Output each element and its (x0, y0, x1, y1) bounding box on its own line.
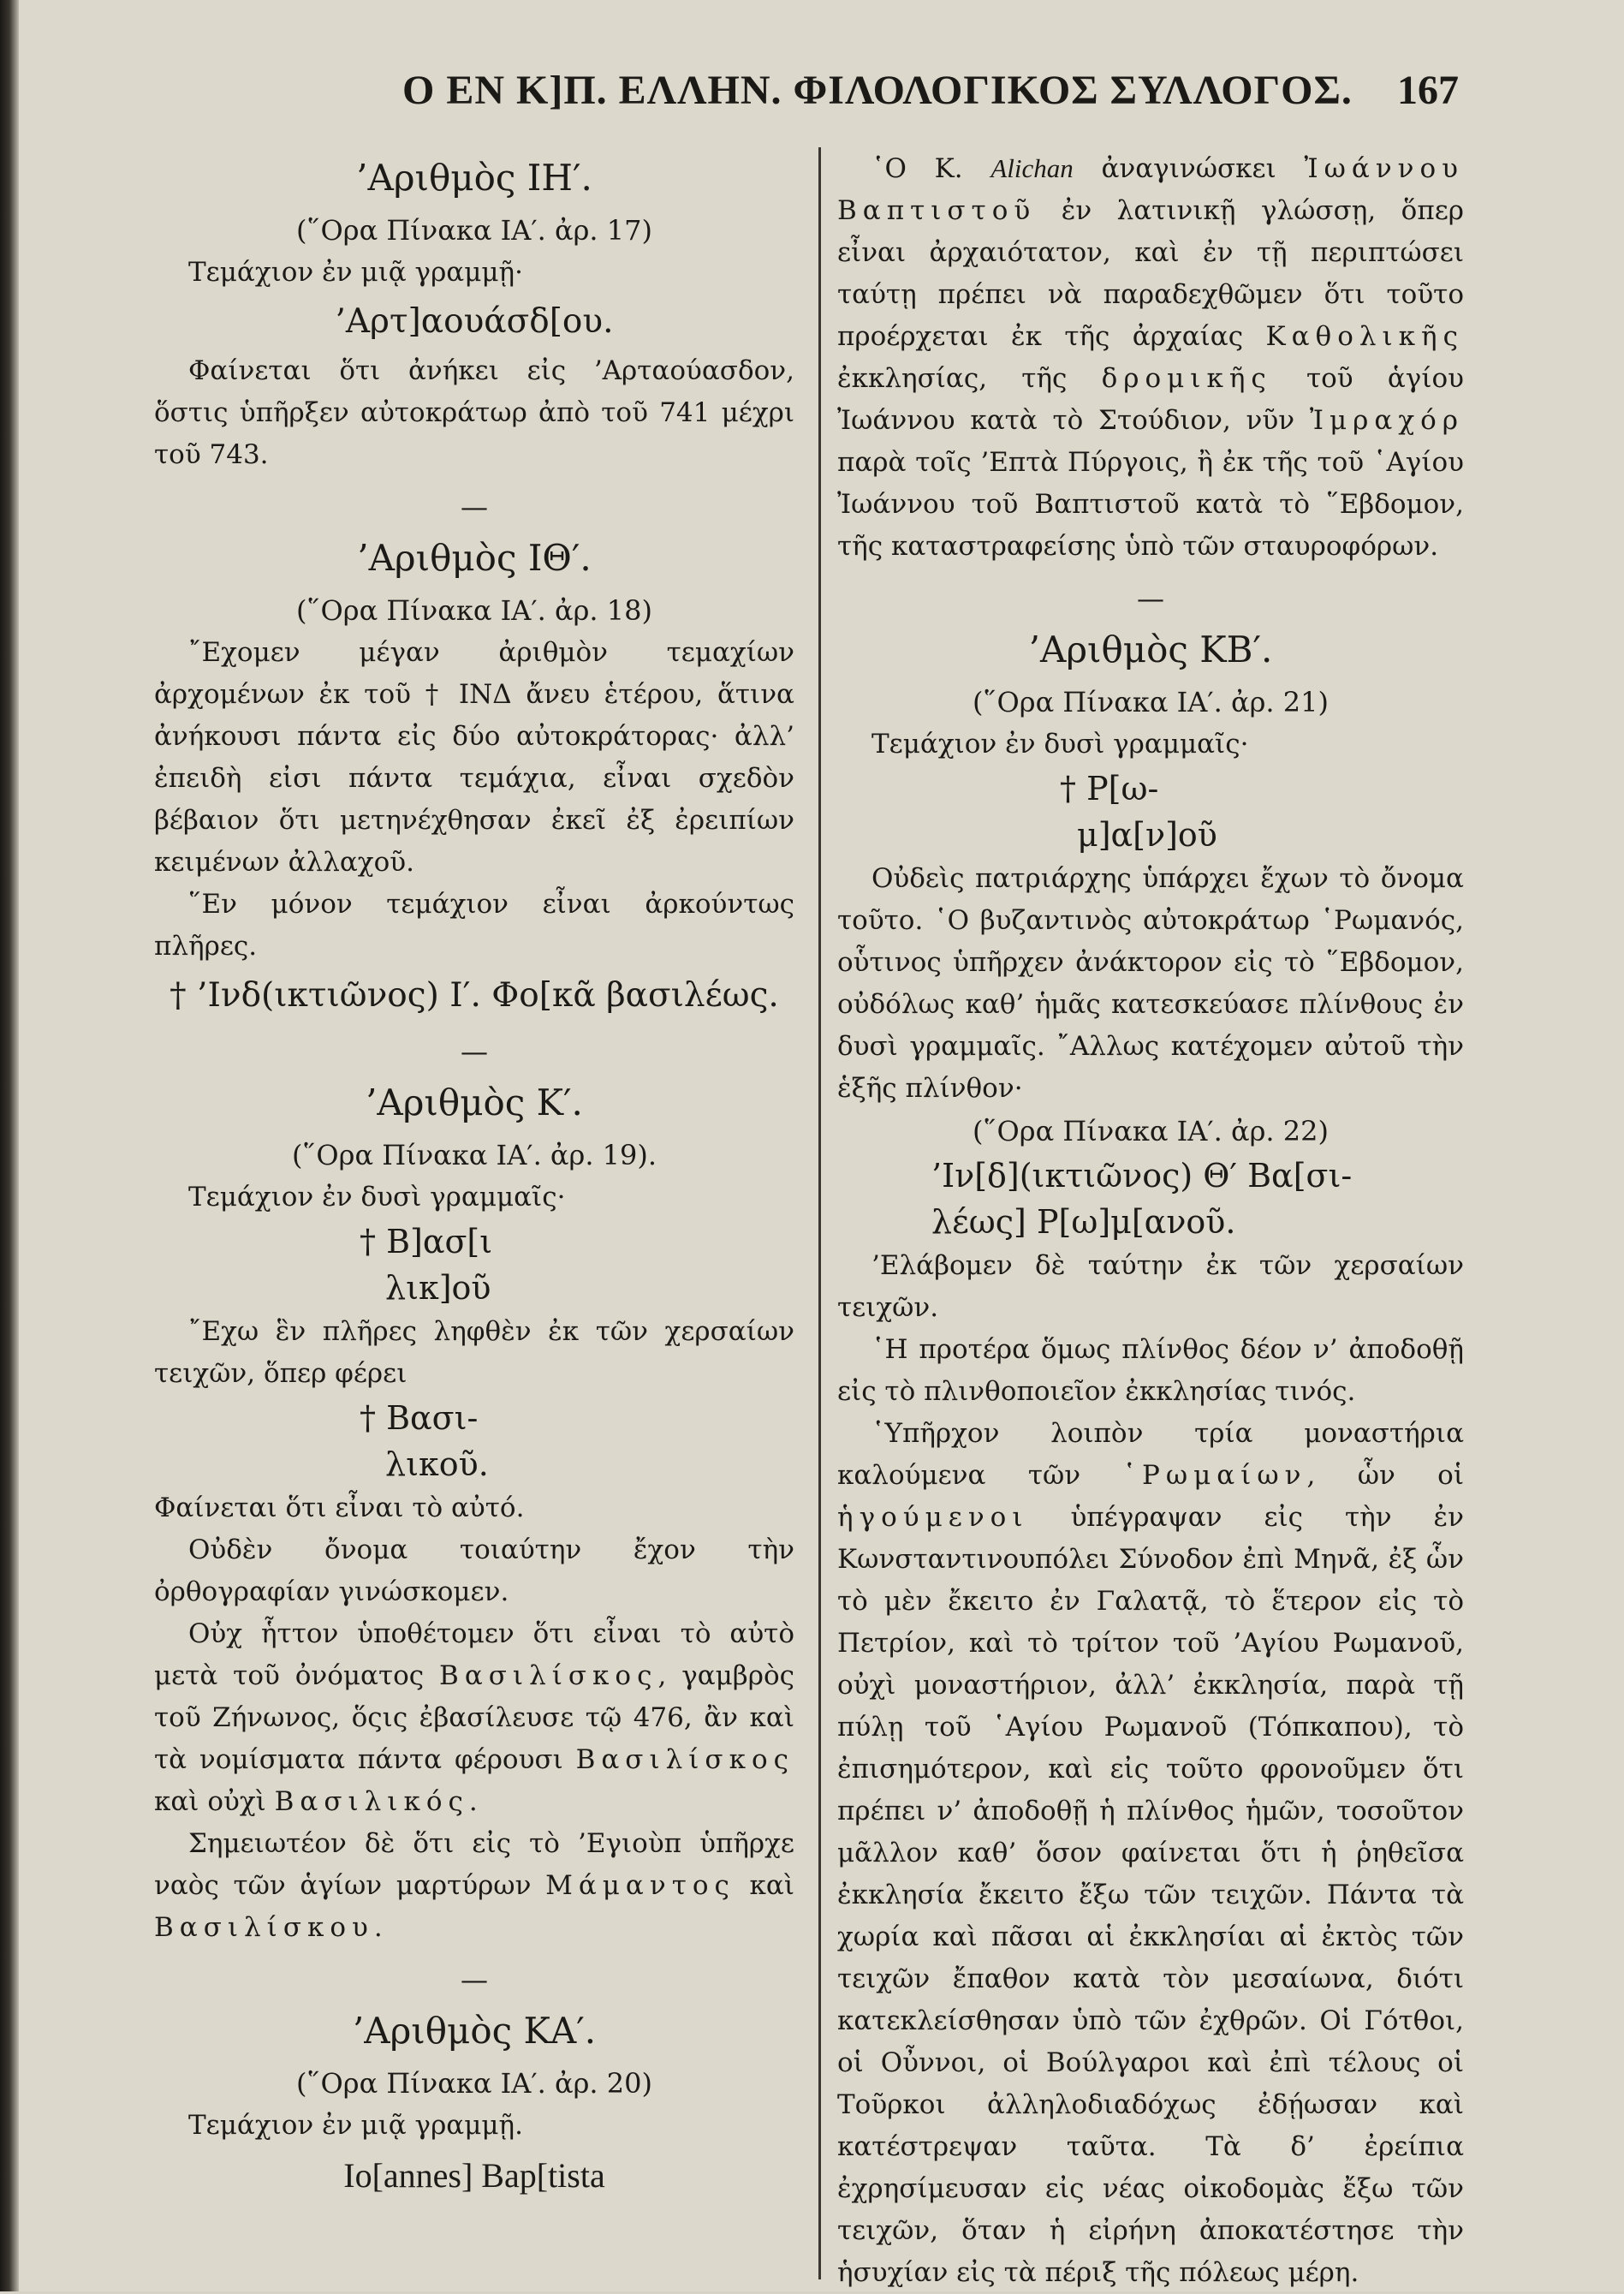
text-run: παρὰ τοῖς ’Επτὰ Πύργοις, ἢ ἐκ τῆς τοῦ ῾Αγίου Ἰωάννου τοῦ Βαπτιστοῦ κατὰ τὸ ῞Εβδομον, τῆς καταστραφείσης ὑπὸ τῶν σταυροφόρων. (837, 447, 1464, 562)
left-column (154, 147, 794, 2200)
paragraph: ῾Η προτέρα ὅμως πλίνθος δέον ν’ ἀποδοθῇ εἰς τὸ πλινθοποιεῖον ἐκκλησίας τινός. (837, 1334, 1464, 1407)
spaced-name: δρομικῆς (1101, 363, 1272, 394)
page-header (0, 67, 1624, 135)
section-separator: — (1137, 582, 1164, 615)
inscription-line: λέως] Ρ[ω]μ[ανοῦ. (931, 1203, 1236, 1241)
paragraph: ῎Εχω ἓν πλῆρες ληφθὲν ἐκ τῶν χερσαίων τειχῶν, ὅπερ φέρει (154, 1316, 794, 1389)
text-run: Σημειωτέον δὲ ὅτι εἰς τὸ ’Εγιοὺπ ὑπῆρχε ναὸς τῶν ἁγίων μαρτύρων (154, 1828, 794, 1901)
paragraph: Οὐδεὶς πατριάρχης ὑπάρχει ἔχων τὸ ὄνομα τοῦτο. ῾Ο βυζαντινὸς αὐτοκράτωρ ῾Ρωμανός, οὗτινος ὑπῆρχεν ἀνάκτορον εἰς τὸ ῞Εβδομον, οὐδόλως καθ’ ἡμᾶς κατεσκεύασε πλίνθους ἐν δυσὶ γραμμαῖς. ῎Αλλως κατέχομεν αὐτοῦ τὴν ἑξῆς πλίνθον· (837, 863, 1464, 1104)
paragraph (154, 1613, 794, 1823)
paragraph (837, 1413, 1464, 2294)
paragraph: Τεμάχιον ἐν μιᾷ γραμμῇ· (188, 257, 523, 288)
inscription-line: † Βασι- (360, 1399, 479, 1437)
paragraph (154, 1823, 794, 1949)
paragraph: ῎Εχομεν μέγαν ἀριθμὸν τεμαχίων ἀρχομένων ἐκ τοῦ † ΙΝΔ ἄνευ ἑτέρου, ἅτινα ἀνήκουσι πάντα εἰς δύο αὐτοκράτορας· ἀλλ’ ἐπειδὴ εἰσι πάντα τεμάχια, εἶναι σχεδὸν βέβαιον ὅτι μετηνέχθησαν ἐκεῖ ἐξ ἐρειπίων κειμένων ἀλλαχοῦ. (154, 637, 794, 878)
inscription-line: † Β]ασ[ι (360, 1223, 493, 1260)
text-run: ἐκκλησίας, τῆς (837, 363, 1102, 394)
spaced-name: ῾Ρωμαίων (1122, 1460, 1307, 1491)
text-run: ἐν λατινικῇ γλώσσῃ, ὅπερ εἶναι ἀρχαιότατον, καὶ ἐν τῇ περιπτώσει ταύτῃ πρέπει νὰ παραδεχθῶμεν ὅτι τοῦτο προέρχεται ἐκ τῆς ἀρχαίας (837, 195, 1464, 352)
text-run: , ὧν οἱ (1306, 1460, 1464, 1491)
table-reference: (῞Ορα Πίνακα ΙΑ′. ἀρ. 22) (973, 1115, 1329, 1147)
paragraph: Οὐδὲν ὄνομα τοιαύτην ἔχον τὴν ὀρθογραφίαν γινώσκομεν. (154, 1534, 794, 1607)
text-run: ῾Υπῆρχον λοιπὸν τρία μοναστήρια καλούμενα τῶν (837, 1418, 1464, 1491)
section-heading-19: ’Αριθμὸς ΙΘ′. (357, 537, 592, 579)
table-reference: (῞Ορα Πίνακα ΙΑ′. ἀρ. 20) (296, 2067, 652, 2100)
text-run: , γαμβρὸς τοῦ Ζήνωνος, ὅςις ἐβασίλευσε τῷ 476, ἂν καὶ τὰ νομίσματα πάντα φέρουσι (154, 1660, 794, 1775)
text-run: ῾Ο Κ. (871, 153, 991, 184)
inscription-line: ’Ιν[δ](ικτιῶνος) Θ′ Βα[σι- (931, 1157, 1353, 1195)
spaced-name: Βασιλίσκος (575, 1744, 794, 1775)
table-reference: (῞Ορα Πίνακα ΙΑ′. ἀρ. 21) (973, 686, 1329, 718)
text-run: καὶ οὐχὶ (154, 1786, 275, 1817)
paragraph: Τεμάχιον ἐν μιᾷ γραμμῇ. (188, 2110, 523, 2141)
column-divider (818, 147, 821, 2279)
inscription-line: μ]α[ν]οῦ (1077, 816, 1217, 854)
section-heading-18: ’Αριθμὸς ΙΗ′. (356, 157, 592, 199)
paragraph: Τεμάχιον ἐν δυσὶ γραμμαῖς· (871, 729, 1249, 760)
inscription-line: λικοῦ. (385, 1445, 489, 1483)
section-separator: — (461, 1035, 488, 1068)
spaced-name: Ἰωάννου Βαπτιστοῦ (837, 153, 1465, 226)
text-run: καὶ (735, 1870, 794, 1901)
spaced-name: Βασιλικός (274, 1786, 469, 1817)
table-reference: (῞Ορα Πίνακα ΙΑ′. ἀρ. 18) (296, 594, 652, 627)
text-run: Οὐχ ἧττον ὑποθέτομεν ὅτι εἶναι τὸ αὐτὸ μετὰ τοῦ ὀνόματος (154, 1618, 794, 1691)
inscription-line: λικ]οῦ (385, 1269, 491, 1307)
spaced-name: Μάμαντος (545, 1870, 735, 1901)
paragraph: Φαίνεται ὅτι εἶναι τὸ αὐτό. (154, 1493, 525, 1523)
text-run: . (373, 1912, 383, 1943)
text-run: ἀναγινώσκει (1073, 153, 1305, 184)
inscription: ’Αρτ]αουάσδ[ου. (335, 302, 614, 341)
spaced-name: Βασιλίσκου (154, 1912, 374, 1943)
spaced-name: Ἰμραχόρ (1309, 405, 1464, 436)
text-run: τοῦ ἁγίου Ἰωάννου κατὰ τὸ Στούδιον, νῦν (837, 363, 1464, 436)
table-reference: (῞Ορα Πίνακα ΙΑ′. ἀρ. 17) (296, 214, 652, 247)
right-column (837, 147, 1464, 2294)
running-title: Ο ΕΝ Κ]Π. ΕΛΛΗΝ. ΦΙΛΟΛΟΓΙΚΟΣ ΣΥΛΛΟΓΟΣ. (402, 68, 1353, 113)
section-heading-20: ’Αριθμὸς Κ′. (366, 1081, 583, 1123)
inscription-line: † Ρ[ω- (1060, 770, 1159, 807)
spaced-name: Βασιλίσκος (439, 1660, 658, 1691)
spaced-name: ἡγούμενοι (837, 1502, 1029, 1533)
page-number: 167 (1397, 68, 1459, 113)
paragraph: Τεμάχιον ἐν δυσὶ γραμμαῖς· (188, 1182, 566, 1213)
inscription: Io[annes] Bap[tista (343, 2156, 605, 2195)
paragraph: ῞Εν μόνον τεμάχιον εἶναι ἀρκούντως πλῆρες. (154, 889, 794, 962)
section-heading-21: ’Αριθμὸς ΚΑ′. (352, 2010, 597, 2052)
section-separator: — (461, 491, 488, 523)
paragraph: Φαίνεται ὅτι ἀνήκει εἰς ’Αρταούασδον, ὅστις ὑπῆρξεν αὐτοκράτωρ ἀπὸ τοῦ 741 μέχρι τοῦ 743. (154, 355, 794, 470)
spaced-name: Καθολικῆς (1265, 321, 1464, 352)
paragraph: ’Ελάβομεν δὲ ταύτην ἐκ τῶν χερσαίων τειχῶν. (837, 1250, 1464, 1323)
paragraph (837, 147, 1464, 568)
section-separator: — (461, 1963, 488, 1996)
text-run: . (468, 1786, 478, 1817)
latin-name: Alichan (990, 153, 1074, 183)
section-heading-22: ’Αριθμὸς ΚΒ′. (1028, 629, 1273, 670)
table-reference: (῞Ορα Πίνακα ΙΑ′. ἀρ. 19). (291, 1139, 657, 1171)
book-binding-edge (0, 0, 19, 2291)
inscription: † ’Ινδ(ικτιῶνος) Ι′. Φο[κᾶ βασιλέως. (170, 976, 779, 1015)
text-run: ὑπέγραψαν εἰς τὴν ἐν Κωνσταντινουπόλει Σύνοδον ἐπὶ Μηνᾶ, ἐξ ὧν τὸ μὲν ἔκειτο ἐν Γαλατᾷ, τὸ ἕτερον εἰς τὸ Πετρίον, καὶ τὸ τρίτον τοῦ ’Αγίου Ρωμανοῦ, οὐχὶ μοναστήριον, ἀλλ’ ἐκκλησία, παρὰ τῇ πύλῃ τοῦ ῾Αγίου Ρωμανοῦ (Τόπκαπου), τὸ ἐπισημότερον, καὶ εἰς τοῦτο φρονοῦμεν ὅτι πρέπει ν’ ἀποδοθῇ ἡ πλίνθος ἡμῶν, τοσοῦτον μᾶλλον καθ’ ὅσον φαίνεται ὅτι ἡ ῥηθεῖσα ἐκκλησία ἔκειτο ἔξω τῶν τειχῶν. Πάντα τὰ χωρία καὶ πᾶσαι αἱ ἐκκλησίαι αἱ ἐκτὸς τῶν τειχῶν ἔπαθον κατὰ τὸν μεσαίωνα, διότι κατεκλείσθησαν ὑπὸ τῶν ἐχθρῶν. Οἱ Γότθοι, οἱ Οὖννοι, οἱ Βούλγαροι καὶ ἐπὶ τέλους οἱ Τοῦρκοι ἀλληλοδιαδόχως ἐδῄωσαν καὶ κατέστρεψαν ταῦτα. Τὰ δ’ ἐρείπια ἐχρησίμευσαν εἰς νέας οἰκοδομὰς ἔξω τῶν τειχῶν, ὅταν ἡ εἰρήνη ἀποκατέστησε τὴν ἡσυχίαν εἰς τὰ πέριξ τῆς πόλεως μέρη. (837, 1502, 1464, 2288)
